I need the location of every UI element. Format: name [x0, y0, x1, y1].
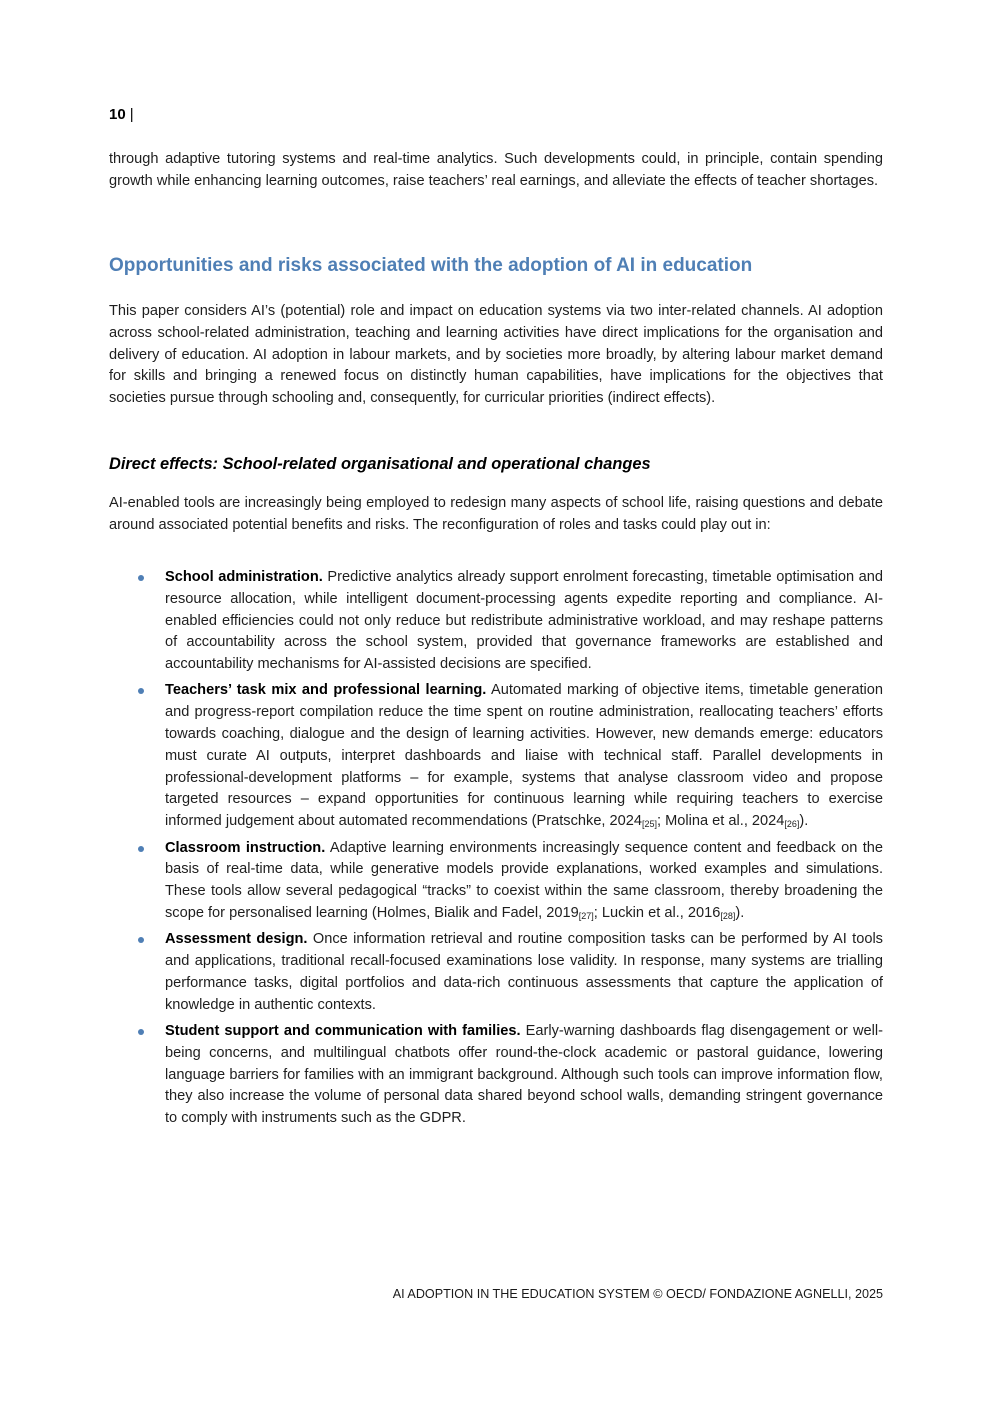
list-item-text: Once information retrieval and routine composition tasks can be performed by AI tools and applications, traditional recall-focused examinations lose validity. In response, many systems are trialling performance tasks, digital portfolios and data-rich continuous assessments that capture the application of knowledge in authentic contexts.: [165, 931, 883, 1013]
list-item: [109, 680, 883, 833]
citation-ref[interactable]: [27]: [578, 910, 594, 921]
list-item-lead: Classroom instruction.: [165, 839, 326, 856]
list-item-lead: Assessment design.: [165, 931, 308, 948]
citation-ref[interactable]: [28]: [720, 910, 736, 921]
list-item-lead: School administration.: [165, 569, 323, 585]
list-item-text: Early-warning dashboards flag disengagement or well-being concerns, and multilingual chatbots offer round-the-clock academic or pastoral guidance, lowering language barriers for families with an immigrant background. Although such tools can improve information flow, they also increase the volume of personal data shared beyond school walls, demanding stringent governance to comply with instruments such as the GDPR.: [165, 1022, 883, 1127]
list-item: [109, 567, 883, 676]
section-paragraph: This paper considers AI’s (potential) role and impact on education systems via two inter-related channels. AI adoption across school-related administration, teaching and learning activities have direct implications for the organisation and delivery of education. AI adoption in labour markets, and by societies more broadly, by altering labour market demand for skills and bringing a renewed focus on distinctly human capabilities, have implications for the objectives that societies pursue through schooling and, consequently, for curricular priorities (indirect effects).: [109, 303, 883, 407]
page-number: [109, 106, 134, 123]
list-item-text: ; Luckin et al., 2016: [593, 904, 721, 921]
list-item: [109, 1021, 883, 1130]
list-item-text: Automated marking of objective items, timetable generation and progress-report compilation reduce the time spent on routine administration, reallocating teachers’ efforts towards coaching, dialogue and the design of learning activities. However, new demands emerge: educators must curate AI outputs, interpret dashboards and liaise with technical staff. Parallel developments in professional-development platforms – for example, systems that analyse classroom video and propose targeted resources – expand opportunities for continuous learning while requiring teachers to exercise informed judgement about automated recommendations (Pratschke, 2024: [165, 682, 883, 830]
list-item-lead: Student support and communication with families.: [165, 1022, 521, 1039]
list-item-text: ).: [799, 813, 809, 830]
citation-ref[interactable]: [25]: [642, 819, 658, 830]
bullet-icon: [138, 937, 144, 943]
intro-paragraph: through adaptive tutoring systems and real-time analytics. Such developments could, in principle, contain spending growth while enhancing learning outcomes, raise teachers’ real earnings, and alleviate the effects of teacher shortages.: [109, 151, 883, 189]
page-number-value: 10: [109, 106, 126, 123]
bullet-icon: [138, 575, 144, 581]
list-item-lead: Teachers’ task mix and professional learning.: [165, 682, 487, 699]
page-number-separator: |: [129, 106, 134, 123]
citation-ref[interactable]: [26]: [784, 819, 800, 830]
bullet-icon: [138, 688, 144, 694]
list-item-text: ; Molina et al., 2024: [657, 813, 785, 830]
subsection-heading: Direct effects: School-related organisational and operational changes: [109, 455, 651, 473]
list-item: [109, 929, 883, 1016]
list-item-text: Adaptive learning environments increasingly sequence content and feedback on the basis of real-time data, while generative models provide explanations, worked examples and simulations. These tools allow several pedagogical “tracks” to coexist within the same classroom, thereby broadening the scope for personalised learning (Holmes, Bialik and Fadel, 2019: [165, 839, 884, 921]
subsection-paragraph: AI-enabled tools are increasingly being employed to redesign many aspects of school life, raising questions and debate around associated potential benefits and risks. The reconfiguration of roles and tasks could play out in:: [109, 495, 883, 533]
bullet-icon: [138, 846, 144, 852]
list-item-text: Predictive analytics already support enrolment forecasting, timetable optimisation and resource allocation, while intelligent document-processing agents expedite reporting and compliance. AI-enabled efficiencies could not only reduce but redistribute administrative workload, and may reshape patterns of accountability across the school system, provided that governance frameworks are established and accountability mechanisms for AI-assisted decisions are specified.: [165, 569, 883, 673]
section-heading: Opportunities and risks associated with the adoption of AI in education: [109, 255, 753, 276]
page-footer: AI ADOPTION IN THE EDUCATION SYSTEM © OECD/ FONDAZIONE AGNELLI, 2025: [392, 1287, 883, 1301]
bullet-list: [109, 567, 883, 1134]
list-item: [109, 838, 883, 925]
list-item-text: ).: [735, 904, 745, 921]
bullet-icon: [138, 1029, 144, 1035]
